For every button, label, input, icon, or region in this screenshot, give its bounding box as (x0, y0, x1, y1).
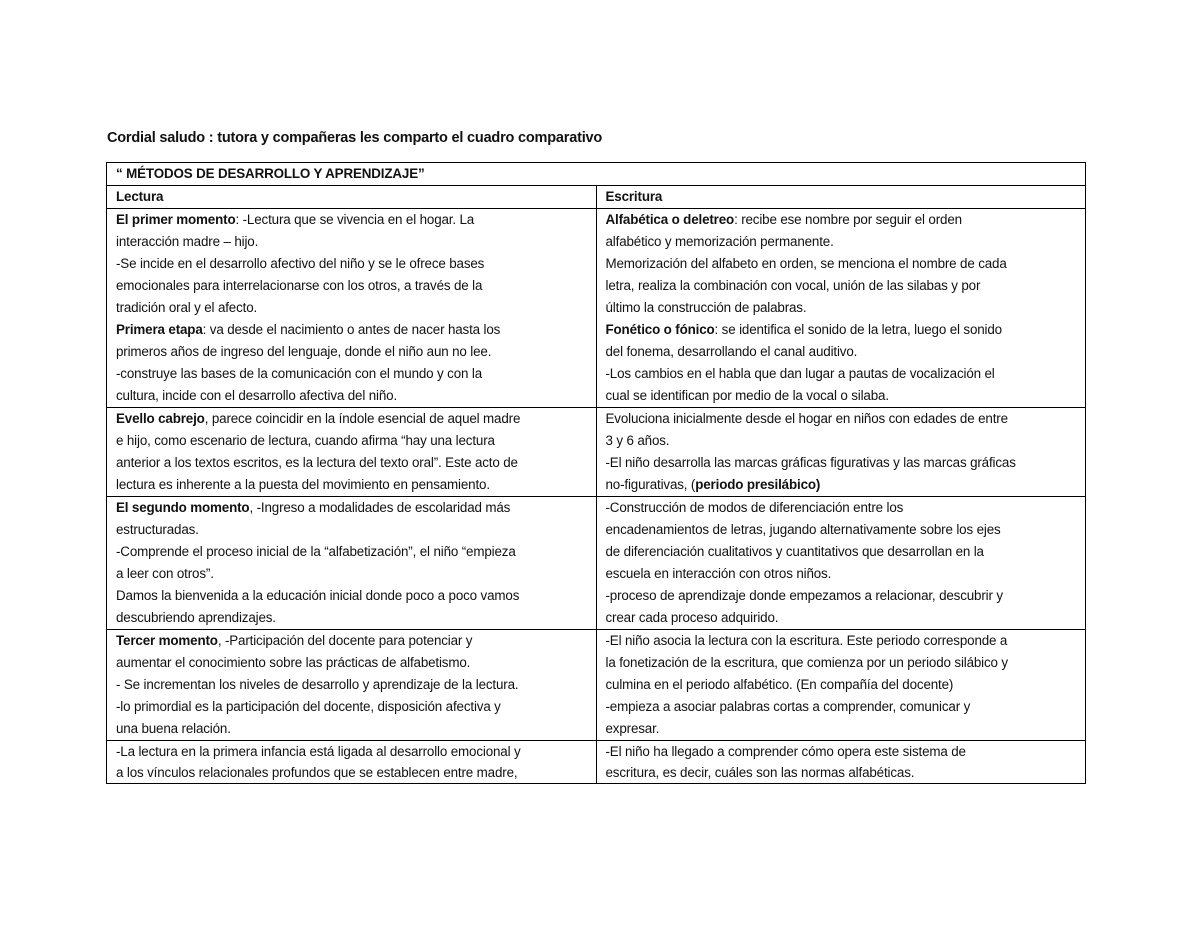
bold-term: El segundo momento (116, 500, 250, 515)
bold-term: Primera etapa (116, 322, 203, 337)
line-text: a leer con otros”. (116, 566, 214, 581)
line-text: tradición oral y el afecto. (116, 300, 258, 315)
line-text: aumentar el conocimiento sobre las prácticas de alfabetismo. (116, 655, 471, 670)
cell-lectura (107, 209, 597, 408)
line-text: : -Lectura que se vivencia en el hogar. La (235, 212, 475, 227)
cell-line (116, 718, 588, 740)
cell-line (116, 674, 588, 696)
line-text: : recibe ese nombre por seguir el orden (734, 212, 962, 227)
table-row (107, 408, 1086, 497)
line-text: lectura es inherente a la puesta del movimiento en pensamiento. (116, 477, 490, 492)
cell-line (606, 231, 1078, 253)
cell-line (116, 696, 588, 718)
intro-text: Cordial saludo : tutora y compañeras les comparto el cuadro comparativo (107, 130, 603, 146)
cell-line (116, 297, 588, 319)
line-text: expresar. (605, 721, 660, 736)
cell-line (116, 652, 588, 674)
line-text: encadenamientos de letras, jugando alternativamente sobre los ejes (605, 522, 1001, 537)
header-escritura: Escritura (596, 186, 1086, 209)
cell-lectura (107, 630, 597, 741)
line-text: interacción madre – hijo. (116, 234, 259, 249)
cell-line (116, 762, 588, 783)
line-text: escritura, es decir, cuáles son las normas alfabéticas. (605, 765, 915, 780)
line-text: emocionales para interrelacionarse con los otros, a través de la (116, 278, 483, 293)
table-row (107, 630, 1086, 741)
line-text: letra, realiza la combinación con vocal, unión de las silabas y por (605, 278, 981, 293)
cell-line (606, 363, 1078, 385)
line-text: , parece coincidir en la índole esencial de aquel madre (204, 411, 521, 426)
line-text: del fonema, desarrollando el canal auditivo. (605, 344, 858, 359)
cell-line (116, 275, 588, 297)
cell-line (116, 474, 588, 496)
line-text: descubriendo aprendizajes. (116, 610, 276, 625)
cell-line (116, 585, 588, 607)
bold-term: Fonético o fónico (605, 322, 715, 337)
line-text: crear cada proceso adquirido. (605, 610, 779, 625)
table-title: “ MÉTODOS DE DESARROLLO Y APRENDIZAJE” (107, 163, 1086, 186)
line-text: no-figurativas, ( (605, 477, 696, 492)
cell-line (606, 541, 1078, 563)
line-text: : va desde el nacimiento o antes de nacer hasta los (202, 322, 501, 337)
cell-line (116, 319, 588, 341)
line-text: cultura, incide con el desarrollo afectiva del niño. (116, 388, 398, 403)
cell-line (116, 741, 588, 762)
cell-line (606, 385, 1078, 407)
line-text: - Se incrementan los niveles de desarrollo y aprendizaje de la lectura. (116, 677, 519, 692)
line-text: 3 y 6 años. (605, 433, 670, 448)
bold-term: El primer momento (116, 212, 236, 227)
table-header-row (107, 186, 1086, 209)
line-text: -empieza a asociar palabras cortas a comprender, comunicar y (605, 699, 971, 714)
bold-term: Alfabética o deletreo (605, 212, 735, 227)
line-text: , -Ingreso a modalidades de escolaridad más (249, 500, 511, 515)
cell-escritura (596, 408, 1086, 497)
line-text: -Comprende el proceso inicial de la “alfabetización”, el niño “empieza (116, 544, 516, 559)
line-text: : se identifica el sonido de la letra, luego el sonido (714, 322, 1002, 337)
line-text: -El niño ha llegado a comprender cómo opera este sistema de (605, 744, 966, 759)
cell-line (606, 474, 1078, 496)
table-title-row (107, 163, 1086, 186)
line-text: -La lectura en la primera infancia está ligada al desarrollo emocional y (116, 744, 521, 759)
cell-line (606, 741, 1078, 762)
line-text: la fonetización de la escritura, que comienza por un periodo silábico y (605, 655, 1008, 670)
cell-line (606, 497, 1078, 519)
comparison-table (106, 162, 1086, 784)
line-text: culmina en el periodo alfabético. (En compañía del docente) (605, 677, 954, 692)
bold-term: Tercer momento (116, 633, 218, 648)
line-text: -Construcción de modos de diferenciación entre los (605, 500, 904, 515)
line-text: último la construcción de palabras. (605, 300, 807, 315)
cell-line (116, 231, 588, 253)
cell-line (116, 452, 588, 474)
cell-line (116, 519, 588, 541)
line-text: , -Participación del docente para potenciar y (217, 633, 473, 648)
bold-term: periodo presilábico) (695, 477, 821, 492)
cell-line (116, 385, 588, 407)
line-text: Memorización del alfabeto en orden, se menciona el nombre de cada (605, 256, 1007, 271)
cell-line (116, 408, 588, 430)
table-row (107, 497, 1086, 630)
line-text: -Se incide en el desarrollo afectivo del niño y se le ofrece bases (116, 256, 485, 271)
cell-line (606, 430, 1078, 452)
cell-line (606, 718, 1078, 740)
line-text: -lo primordial es la participación del docente, disposición afectiva y (116, 699, 501, 714)
cell-line (606, 563, 1078, 585)
line-text: escuela en interacción con otros niños. (605, 566, 832, 581)
line-text: una buena relación. (116, 721, 231, 736)
cell-line (116, 209, 588, 231)
cell-line (116, 563, 588, 585)
cell-line (116, 253, 588, 275)
line-text: Evoluciona inicialmente desde el hogar en niños con edades de entre (605, 411, 1008, 426)
line-text: -proceso de aprendizaje donde empezamos a relacionar, descubrir y (605, 588, 1003, 603)
cell-line (606, 762, 1078, 783)
line-text: primeros años de ingreso del lenguaje, donde el niño aun no lee. (116, 344, 492, 359)
cell-line (606, 275, 1078, 297)
line-text: alfabético y memorización permanente. (605, 234, 834, 249)
line-text: e hijo, como escenario de lectura, cuando afirma “hay una lectura (116, 433, 495, 448)
line-text: Damos la bienvenida a la educación inicial donde poco a poco vamos (116, 588, 520, 603)
line-text: de diferenciación cualitativos y cuantitativos que desarrollan en la (605, 544, 984, 559)
cell-line (606, 585, 1078, 607)
cell-lectura (107, 408, 597, 497)
cell-line (606, 408, 1078, 430)
cell-line (116, 430, 588, 452)
cell-escritura (596, 741, 1086, 784)
cell-line (606, 607, 1078, 629)
line-text: -construye las bases de la comunicación con el mundo y con la (116, 366, 482, 381)
cell-line (606, 652, 1078, 674)
cell-line (606, 452, 1078, 474)
header-lectura: Lectura (107, 186, 597, 209)
line-text: -El niño desarrolla las marcas gráficas figurativas y las marcas gráficas (605, 455, 1016, 470)
table-row (107, 741, 1086, 784)
bold-term: Evello cabrejo (116, 411, 205, 426)
cell-escritura (596, 497, 1086, 630)
line-text: cual se identifican por medio de la vocal o silaba. (605, 388, 889, 403)
cell-line (606, 297, 1078, 319)
cell-line (606, 341, 1078, 363)
cell-line (606, 696, 1078, 718)
cell-line (116, 607, 588, 629)
cell-line (606, 319, 1078, 341)
cell-line (116, 497, 588, 519)
table-row (107, 209, 1086, 408)
line-text: anterior a los textos escritos, es la lectura del texto oral”. Este acto de (116, 455, 518, 470)
line-text: a los vínculos relacionales profundos que se establecen entre madre, (116, 765, 518, 780)
cell-line (116, 541, 588, 563)
cell-line (116, 341, 588, 363)
line-text: estructuradas. (116, 522, 199, 537)
cell-line (606, 674, 1078, 696)
cell-escritura (596, 209, 1086, 408)
cell-line (116, 363, 588, 385)
cell-line (606, 519, 1078, 541)
cell-line (606, 630, 1078, 652)
line-text: -El niño asocia la lectura con la escritura. Este periodo corresponde a (605, 633, 1008, 648)
cell-escritura (596, 630, 1086, 741)
cell-line (606, 209, 1078, 231)
cell-line (606, 253, 1078, 275)
cell-lectura (107, 741, 597, 784)
cell-line (116, 630, 588, 652)
line-text: -Los cambios en el habla que dan lugar a pautas de vocalización el (605, 366, 995, 381)
cell-lectura (107, 497, 597, 630)
